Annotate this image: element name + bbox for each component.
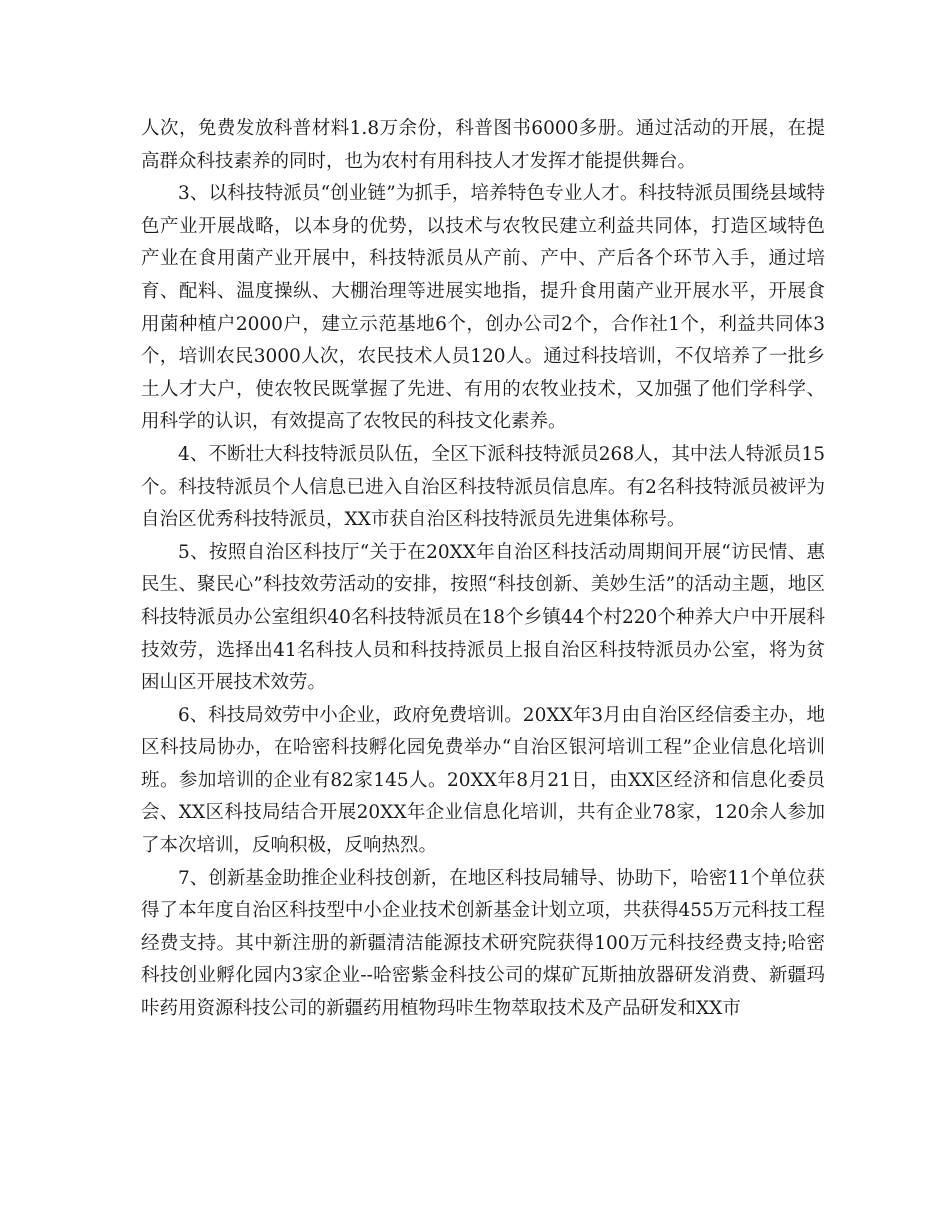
paragraph-item-7: 7、创新基金助推企业科技创新，在地区科技局辅导、协助下，哈密11个单位获得了本年度自治区科技型中小企业技术创新基金计划立项，共获得455万元科技工程经费支持。其中新注册的新疆清洁能源技术研究院获得100万元科技经费支持;哈密科技创业孵化园内3家企业--哈密紫金科技公司的煤矿瓦斯抽放器研发消费、新疆玛咔药用资源科技公司的新疆药用植物玛咔生物萃取技术及产品研发和XX市	[141, 867, 825, 1020]
paragraph-item-3: 3、以科技特派员“创业链”为抓手，培养特色专业人才。科技特派员围绕县域特色产业开展战略，以本身的优势，以技术与农牧民建立利益共同体，打造区域特色产业在食用菌产业开展中，科技特派员从产前、产中、产后各个环节入手，通过培育、配料、温度操纵、大棚治理等进展实地指，提升食用菌产业开展水平，开展食用菌种植户2000户，建立示范基地6个，创办公司2个，合作社1个，利益共同体3个，培训农民3000人次，农民技术人员120人。通过科技培训，不仅培养了一批乡土人才大户，使农牧民既掌握了先进、有用的农牧业技术，又加强了他们学科学、用科学的认识，有效提高了农牧民的科技文化素养。	[141, 183, 825, 433]
paragraph-item-6: 6、科技局效劳中小企业，政府免费培训。20XX年3月由自治区经信委主办，地区科技局协办，在哈密科技孵化园免费举办“自治区银河培训工程”企业信息化培训班。参加培训的企业有82家145人。20XX年8月21日，由XX区经济和信息化委员会、XX区科技局结合开展20XX年企业信息化培训，共有企业78家，120余人参加了本次培训，反响积极，反响热烈。	[141, 704, 825, 857]
paragraph-continued: 人次，免费发放科普材料1.8万余份，科普图书6000多册。通过活动的开展，在提高群众科技素养的同时，也为农村有用科技人才发挥才能提供舞台。	[141, 118, 825, 172]
document-body	[141, 113, 825, 1026]
paragraph-item-5: 5、按照自治区科技厅“关于在20XX年自治区科技活动周期间开展“访民情、惠民生、聚民心”科技效劳活动的安排，按照“科技创新、美妙生活”的活动主题，地区科技特派员办公室组织40名科技特派员在18个乡镇44个村220个种养大户中开展科技效劳，选择出41名科技人员和科技持派员上报自治区科技特派员办公室，将为贫困山区开展技术效劳。	[141, 541, 825, 694]
paragraph-item-4: 4、不断壮大科技特派员队伍，全区下派科技特派员268人，其中法人特派员15个。科技特派员个人信息已进入自治区科技特派员信息库。有2名科技特派员被评为自治区优秀科技特派员，XX市获自治区科技特派员先进集体称号。	[141, 443, 825, 531]
